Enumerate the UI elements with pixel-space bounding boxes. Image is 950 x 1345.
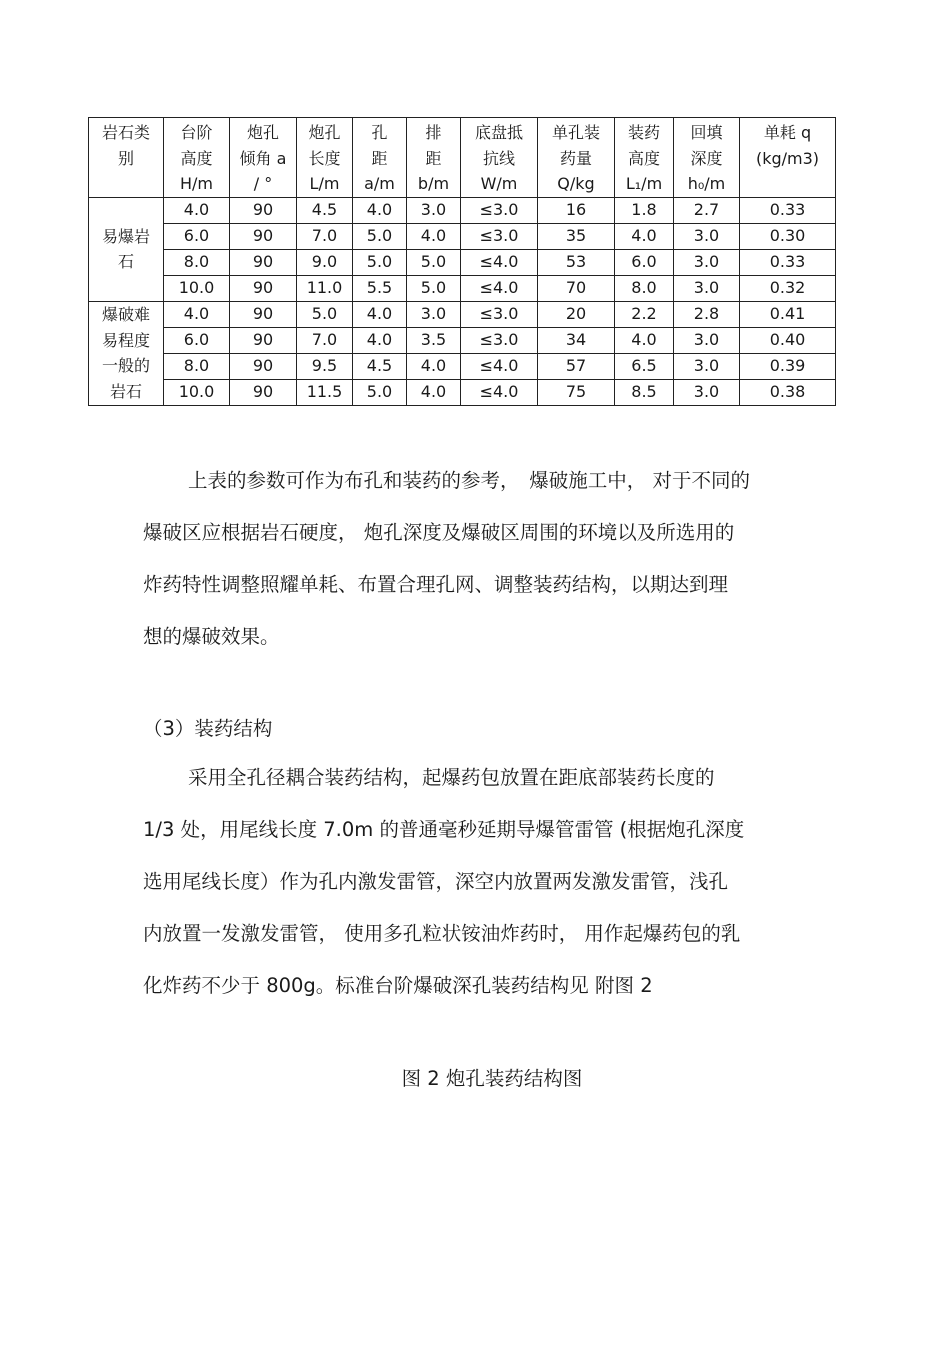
table-cell: 11.5 xyxy=(297,379,353,405)
paragraph-line: 炸药特性调整照耀单耗、布置合理孔网、调整装药结构，以期达到理 xyxy=(143,573,729,596)
table-cell: 10.0 xyxy=(164,379,230,405)
table-row xyxy=(89,327,836,353)
table-cell: ≤3.0 xyxy=(461,301,538,327)
table-cell: ≤4.0 xyxy=(461,275,538,301)
column-header-line: 孔 xyxy=(371,123,388,142)
paragraph-line: 选用尾线长度）作为孔内激发雷管，深空内放置两发激发雷管，浅孔 xyxy=(143,870,729,893)
paragraph-line: 化炸药不少于 800g。标准台阶爆破深孔装药结构见 附图 2 xyxy=(143,974,653,997)
column-header-line: 台阶 xyxy=(180,123,213,142)
table-cell: 3.0 xyxy=(674,275,740,301)
table-cell: 75 xyxy=(538,379,615,405)
table-cell: 20 xyxy=(538,301,615,327)
column-header xyxy=(461,118,538,198)
paragraph-table-note xyxy=(143,455,813,663)
table-cell: 5.0 xyxy=(353,249,407,275)
table-cell: 90 xyxy=(230,379,297,405)
column-header xyxy=(615,118,674,198)
rock-category-line: 易爆岩 xyxy=(101,226,150,246)
column-header xyxy=(538,118,615,198)
table-cell: 0.30 xyxy=(740,223,836,249)
column-header xyxy=(407,118,461,198)
column-header-line: 距 xyxy=(371,148,388,168)
table-cell: 8.0 xyxy=(615,275,674,301)
rock-category-cell xyxy=(89,301,164,405)
table-cell: ≤4.0 xyxy=(461,379,538,405)
column-header xyxy=(230,118,297,198)
table-cell: 4.5 xyxy=(297,197,353,223)
column-header-line: h₀/m xyxy=(687,174,726,193)
table-cell: 4.5 xyxy=(353,353,407,379)
table-cell: ≤4.0 xyxy=(461,249,538,275)
table-cell: 90 xyxy=(230,223,297,249)
column-header-line: 高度 xyxy=(627,148,660,168)
table-cell: 4.0 xyxy=(407,353,461,379)
table-cell: 3.0 xyxy=(674,327,740,353)
column-header-line: 底盘抵 xyxy=(474,123,523,142)
table-row xyxy=(89,353,836,379)
paragraph-line: 1/3 处，用尾线长度 7.0m 的普通毫秒延期导爆管雷管 (根据炮孔深度 xyxy=(143,818,745,841)
table-row xyxy=(89,379,836,405)
table-cell: 7.0 xyxy=(297,327,353,353)
table-cell: 6.0 xyxy=(164,327,230,353)
table-cell: 70 xyxy=(538,275,615,301)
table-cell: 53 xyxy=(538,249,615,275)
table-cell: 8.0 xyxy=(164,353,230,379)
paragraph-line: 采用全孔径耦合装药结构，起爆药包放置在距底部装药长度的 xyxy=(188,766,715,789)
table-cell: 8.5 xyxy=(615,379,674,405)
table-cell: 3.0 xyxy=(674,249,740,275)
column-header-line: 高度 xyxy=(180,148,213,168)
table-cell: 90 xyxy=(230,353,297,379)
table-cell: 3.0 xyxy=(674,353,740,379)
table-cell: 4.0 xyxy=(615,327,674,353)
rock-category-line: 爆破难 xyxy=(101,305,150,324)
table-cell: 6.5 xyxy=(615,353,674,379)
table-cell: 5.0 xyxy=(407,275,461,301)
table-cell: 9.0 xyxy=(297,249,353,275)
table-cell: 3.0 xyxy=(407,301,461,327)
column-header-line: L/m xyxy=(309,174,340,193)
table-cell: 16 xyxy=(538,197,615,223)
table-cell: 11.0 xyxy=(297,275,353,301)
column-header-line: 别 xyxy=(117,148,134,168)
paragraph-line: 爆破区应根据岩石硬度， 炮孔深度及爆破区周围的环境以及所选用的 xyxy=(143,521,735,544)
table-cell: 0.40 xyxy=(740,327,836,353)
table-cell: 5.0 xyxy=(353,379,407,405)
section-heading: （3）装药结构 xyxy=(143,717,273,740)
header-row xyxy=(89,118,836,198)
table-cell: 90 xyxy=(230,327,297,353)
table-cell: 90 xyxy=(230,301,297,327)
table-row xyxy=(89,275,836,301)
rock-category-line: 易程度 xyxy=(101,330,150,350)
column-header-line: W/m xyxy=(480,174,518,193)
column-header xyxy=(89,118,164,198)
table-row xyxy=(89,301,836,327)
table-cell: 5.0 xyxy=(407,249,461,275)
blasting-parameters-table xyxy=(88,117,836,406)
table-cell: 2.2 xyxy=(615,301,674,327)
table-cell: 4.0 xyxy=(615,223,674,249)
table-cell: 0.38 xyxy=(740,379,836,405)
column-header-line: 装药 xyxy=(627,123,660,142)
column-header-line: 抗线 xyxy=(482,148,515,168)
table-cell: 4.0 xyxy=(164,197,230,223)
table-cell: 5.0 xyxy=(297,301,353,327)
table-row xyxy=(89,249,836,275)
paragraph-line: 上表的参数可作为布孔和装药的参考， 爆破施工中， 对于不同的 xyxy=(188,469,750,492)
column-header-line: H/m xyxy=(179,174,213,193)
table-cell: 90 xyxy=(230,249,297,275)
table-cell: 3.5 xyxy=(407,327,461,353)
column-header xyxy=(353,118,407,198)
table-cell: 4.0 xyxy=(407,223,461,249)
table-cell: 3.0 xyxy=(407,197,461,223)
table-cell: 3.0 xyxy=(674,223,740,249)
column-header-line: b/m xyxy=(417,174,450,193)
table-cell: 7.0 xyxy=(297,223,353,249)
column-header-line: 排 xyxy=(425,123,442,142)
paragraph-line: 想的爆破效果。 xyxy=(143,625,280,648)
table-cell: 57 xyxy=(538,353,615,379)
column-header-line: 单耗 q xyxy=(763,123,812,142)
column-header xyxy=(164,118,230,198)
column-header xyxy=(674,118,740,198)
table-cell: ≤3.0 xyxy=(461,223,538,249)
table-cell: 10.0 xyxy=(164,275,230,301)
column-header-line: 倾角 a xyxy=(239,148,287,168)
table-cell: 35 xyxy=(538,223,615,249)
rock-category-line: 石 xyxy=(117,252,134,271)
table-cell: 0.39 xyxy=(740,353,836,379)
table-cell: ≤4.0 xyxy=(461,353,538,379)
table-cell: 90 xyxy=(230,275,297,301)
table-cell: 4.0 xyxy=(164,301,230,327)
rock-category-line: 一般的 xyxy=(101,356,150,375)
paragraph-line: 内放置一发激发雷管， 使用多孔粒状铵油炸药时， 用作起爆药包的乳 xyxy=(143,922,741,945)
table-cell: 4.0 xyxy=(353,327,407,353)
column-header-line: 药量 xyxy=(559,148,592,168)
table-cell: 9.5 xyxy=(297,353,353,379)
column-header-line: 深度 xyxy=(690,148,723,168)
table-cell: 6.0 xyxy=(615,249,674,275)
column-header-line: Q/kg xyxy=(557,174,595,193)
rock-category-cell xyxy=(89,197,164,301)
column-header-line: (kg/m3) xyxy=(755,148,820,168)
table-cell: 2.7 xyxy=(674,197,740,223)
column-header-line: a/m xyxy=(364,174,395,193)
table-cell: 0.33 xyxy=(740,197,836,223)
column-header-line: 回填 xyxy=(690,123,723,142)
table-cell: 5.0 xyxy=(353,223,407,249)
table-cell: 4.0 xyxy=(353,301,407,327)
figure-caption: 图 2 炮孔装药结构图 xyxy=(401,1067,583,1090)
rock-category-line: 岩石 xyxy=(109,381,142,401)
column-header-line: 炮孔 xyxy=(308,123,341,142)
table-body xyxy=(89,197,836,405)
column-header-line: / ° xyxy=(253,174,273,193)
table-row xyxy=(89,197,836,223)
column-header-line: 距 xyxy=(425,148,442,168)
table-cell: 90 xyxy=(230,197,297,223)
column-header xyxy=(297,118,353,198)
table-cell: 6.0 xyxy=(164,223,230,249)
table-header xyxy=(89,118,836,198)
column-header-line: 长度 xyxy=(308,148,341,168)
table-cell: 34 xyxy=(538,327,615,353)
column-header-line: L₁/m xyxy=(625,174,663,193)
table-cell: 4.0 xyxy=(353,197,407,223)
table-cell: 8.0 xyxy=(164,249,230,275)
table-cell: 1.8 xyxy=(615,197,674,223)
table-cell: 5.5 xyxy=(353,275,407,301)
table-cell: 2.8 xyxy=(674,301,740,327)
table-cell: 0.41 xyxy=(740,301,836,327)
table-cell: 4.0 xyxy=(407,379,461,405)
column-header-line: 炮孔 xyxy=(246,123,279,142)
column-header-line: 岩石类 xyxy=(101,123,150,142)
paragraph-charge-structure xyxy=(143,752,813,1012)
table-cell: 0.32 xyxy=(740,275,836,301)
table-cell: 0.33 xyxy=(740,249,836,275)
column-header xyxy=(740,118,836,198)
table-cell: 3.0 xyxy=(674,379,740,405)
table-row xyxy=(89,223,836,249)
table-cell: ≤3.0 xyxy=(461,197,538,223)
column-header-line: 单孔装 xyxy=(551,123,600,142)
table-cell: ≤3.0 xyxy=(461,327,538,353)
